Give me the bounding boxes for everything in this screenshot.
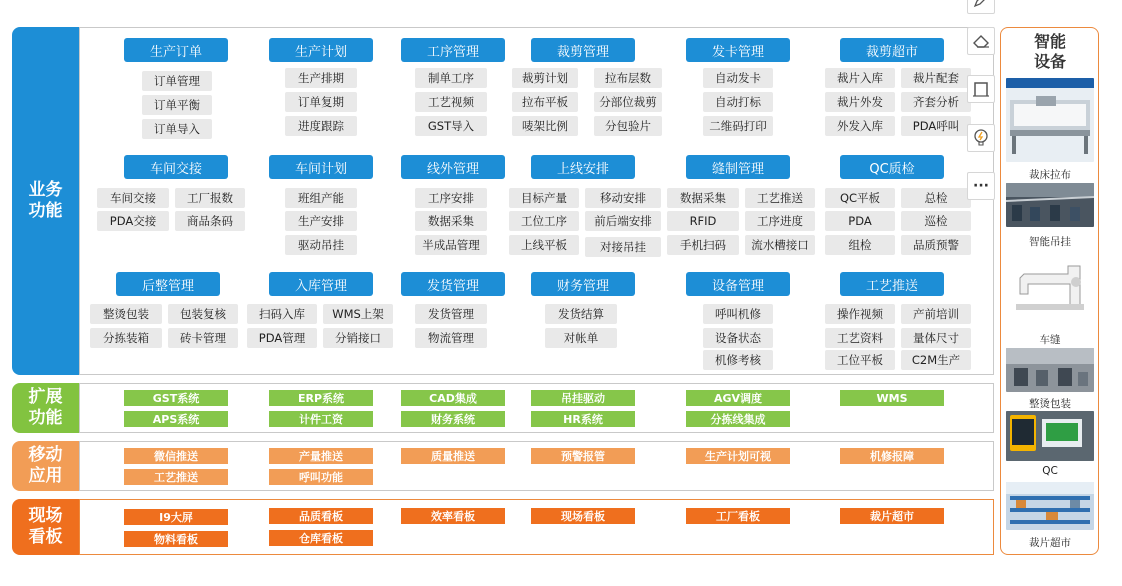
mobile-tag[interactable]: 预警报管 <box>531 448 635 464</box>
module-item[interactable]: 对接吊挂 <box>585 237 661 257</box>
module-item[interactable]: 进度跟踪 <box>285 116 357 136</box>
board-tag[interactable]: 工厂看板 <box>686 508 790 524</box>
module-item[interactable]: 上线平板 <box>509 235 579 255</box>
module-item[interactable]: 巡检 <box>901 211 971 231</box>
module-item[interactable]: 分销接口 <box>323 328 393 348</box>
module-item[interactable]: 齐套分析 <box>901 92 971 112</box>
module-item[interactable]: 订单管理 <box>142 71 212 91</box>
module-sewing-management[interactable]: 缝制管理 <box>686 155 790 179</box>
module-item[interactable]: 砖卡管理 <box>168 328 238 348</box>
device-caption: 裁床拉布 <box>1029 169 1071 181</box>
module-item[interactable]: 移动安排 <box>585 188 661 208</box>
board-tag[interactable]: 仓库看板 <box>269 530 373 546</box>
module-item[interactable]: PDA <box>825 211 895 231</box>
device-caption: 智能吊挂 <box>1029 236 1071 248</box>
module-shipping-management[interactable]: 发货管理 <box>401 272 505 296</box>
module-item[interactable]: 总检 <box>901 188 971 208</box>
device-image-sewing-machine <box>1006 250 1094 322</box>
mobile-tag[interactable]: 工艺推送 <box>124 469 228 485</box>
module-item[interactable]: 产前培训 <box>901 304 971 324</box>
device-image-cut-supermarket <box>1006 482 1094 530</box>
module-item[interactable]: 呼叫机修 <box>703 304 773 324</box>
module-item[interactable]: 流水槽接口 <box>745 235 815 255</box>
bulb-icon <box>971 128 991 148</box>
module-warehousing[interactable]: 入库管理 <box>269 272 373 296</box>
module-cutting-management[interactable]: 裁剪管理 <box>531 38 635 62</box>
device-image-cutting-machine <box>1006 78 1094 162</box>
module-production-plan[interactable]: 生产计划 <box>269 38 373 62</box>
module-cut-supermarket[interactable]: 裁剪超市 <box>840 38 944 62</box>
module-card-issue[interactable]: 发卡管理 <box>686 38 790 62</box>
module-item[interactable]: 工位工序 <box>509 211 579 231</box>
extension-tag[interactable]: GST系统 <box>124 390 228 406</box>
device-caption: QC <box>1042 465 1058 477</box>
device-image-ironing-packaging <box>1006 348 1094 392</box>
frame-icon <box>971 79 991 99</box>
mobile-tag[interactable]: 呼叫功能 <box>269 469 373 485</box>
module-workshop-plan[interactable]: 车间计划 <box>269 155 373 179</box>
extension-tag[interactable]: CAD集成 <box>401 390 505 406</box>
module-item[interactable]: 工艺视频 <box>415 92 487 112</box>
module-item[interactable]: 量体尺寸 <box>901 328 971 348</box>
module-item[interactable]: 裁片外发 <box>825 92 895 112</box>
mobile-tag[interactable]: 产量推送 <box>269 448 373 464</box>
mobile-tag[interactable]: 机修报障 <box>840 448 944 464</box>
frame-tool-button[interactable] <box>967 75 995 103</box>
module-item[interactable]: 前后端安排 <box>585 211 661 231</box>
module-item[interactable]: 目标产量 <box>509 188 579 208</box>
module-item[interactable]: PDA管理 <box>247 328 317 348</box>
module-item[interactable]: 商品条码 <box>175 211 245 231</box>
module-item[interactable]: 班组产能 <box>285 188 357 208</box>
module-item[interactable]: 订单平衡 <box>142 95 212 115</box>
extension-tag[interactable]: APS系统 <box>124 411 228 427</box>
mobile-section-label: 移动应用 <box>12 441 79 491</box>
module-finance-management[interactable]: 财务管理 <box>531 272 635 296</box>
module-item[interactable]: 订单复期 <box>285 92 357 112</box>
module-item[interactable]: 裁片入库 <box>825 68 895 88</box>
module-item[interactable]: 设备状态 <box>703 328 773 348</box>
board-tag[interactable]: 品质看板 <box>269 508 373 524</box>
module-item[interactable]: 物流管理 <box>415 328 487 348</box>
module-item[interactable]: 工艺推送 <box>745 188 815 208</box>
eraser-icon <box>971 31 991 51</box>
board-tag[interactable]: 效率看板 <box>401 508 505 524</box>
module-item[interactable]: 裁剪计划 <box>512 68 578 88</box>
extension-tag[interactable]: WMS <box>840 390 944 406</box>
module-item[interactable]: 分拣装箱 <box>90 328 162 348</box>
module-item[interactable]: GST导入 <box>415 116 487 136</box>
module-qc-inspection[interactable]: QC质检 <box>840 155 944 179</box>
device-caption: 整烫包装 <box>1029 398 1071 410</box>
module-item[interactable]: 分包验片 <box>594 116 662 136</box>
device-image-hanging-system <box>1006 183 1094 227</box>
module-item[interactable]: 车间交接 <box>97 188 169 208</box>
module-offline-management[interactable]: 线外管理 <box>401 155 505 179</box>
module-item[interactable]: 对帐单 <box>545 328 617 348</box>
module-item[interactable]: 驱动吊挂 <box>285 235 357 255</box>
module-item[interactable]: 组检 <box>825 235 895 255</box>
module-equipment-management[interactable]: 设备管理 <box>686 272 790 296</box>
more-button[interactable] <box>967 172 995 200</box>
mobile-tag[interactable]: 生产计划可视 <box>686 448 790 464</box>
module-item[interactable]: 外发入库 <box>825 116 895 136</box>
module-item[interactable]: RFID <box>667 211 739 231</box>
module-item[interactable]: 工厂报数 <box>175 188 245 208</box>
business-section-label: 业务功能 <box>12 27 79 375</box>
module-item[interactable]: 分部位裁剪 <box>594 92 662 112</box>
devices-title-text: 智能设备 <box>1033 32 1066 71</box>
device-caption: 裁片超市 <box>1029 537 1071 549</box>
module-item[interactable]: 数据采集 <box>415 211 487 231</box>
module-item[interactable]: 工位平板 <box>825 350 895 370</box>
extension-tag[interactable]: ERP系统 <box>269 390 373 406</box>
board-tag[interactable]: 物料看板 <box>124 531 228 547</box>
extension-tag[interactable]: 计件工资 <box>269 411 373 427</box>
pen-icon <box>972 0 990 9</box>
pen-tool-button[interactable] <box>967 0 995 14</box>
module-item[interactable]: 自动发卡 <box>703 68 773 88</box>
board-section-label: 现场看板 <box>12 499 79 555</box>
module-online-arrangement[interactable]: 上线安排 <box>531 155 635 179</box>
mobile-tag[interactable]: 质量推送 <box>401 448 505 464</box>
more-icon: ··· <box>973 178 989 194</box>
module-item[interactable]: 工序进度 <box>745 211 815 231</box>
module-item[interactable]: 机修考核 <box>703 350 773 370</box>
module-item[interactable]: 操作视频 <box>825 304 895 324</box>
module-item[interactable]: 拉布层数 <box>594 68 662 88</box>
module-item[interactable]: C2M生产 <box>901 350 971 370</box>
module-item[interactable]: 工艺资料 <box>825 328 895 348</box>
module-workshop-handover[interactable]: 车间交接 <box>124 155 228 179</box>
extension-tag[interactable]: 财务系统 <box>401 411 505 427</box>
module-item[interactable]: 手机扫码 <box>667 235 739 255</box>
devices-title <box>1015 32 1085 72</box>
module-item[interactable]: 订单导入 <box>142 119 212 139</box>
board-tag[interactable]: I9大屏 <box>124 509 228 525</box>
module-item[interactable]: 发货管理 <box>415 304 487 324</box>
device-image-qc <box>1006 411 1094 461</box>
board-tag[interactable]: 现场看板 <box>531 508 635 524</box>
module-item[interactable]: PDA交接 <box>97 211 169 231</box>
module-item[interactable]: 裁片配套 <box>901 68 971 88</box>
module-process-management[interactable]: 工序管理 <box>401 38 505 62</box>
module-item[interactable]: 数据采集 <box>667 188 739 208</box>
module-item[interactable]: WMS上架 <box>323 304 393 324</box>
extension-tag[interactable]: 吊挂驱动 <box>531 390 635 406</box>
device-caption: 车缝 <box>1039 334 1061 346</box>
board-tag[interactable]: 裁片超市 <box>840 508 944 524</box>
extension-tag[interactable]: 分拣线集成 <box>686 411 790 427</box>
module-item[interactable]: 生产安排 <box>285 211 357 231</box>
module-craft-push[interactable]: 工艺推送 <box>840 272 944 296</box>
module-item[interactable]: 品质预警 <box>901 235 971 255</box>
module-item[interactable]: 制单工序 <box>415 68 487 88</box>
mobile-tag[interactable]: 微信推送 <box>124 448 228 464</box>
module-item[interactable]: 包装复核 <box>168 304 238 324</box>
module-item[interactable]: 工序安排 <box>415 188 487 208</box>
module-item[interactable]: 二维码打印 <box>703 116 773 136</box>
module-item[interactable]: PDA呼叫 <box>901 116 971 136</box>
extension-tag[interactable]: AGV调度 <box>686 390 790 406</box>
module-production-order[interactable]: 生产订单 <box>124 38 228 62</box>
eraser-tool-button[interactable] <box>967 27 995 55</box>
module-item[interactable]: 拉布平板 <box>512 92 578 112</box>
idea-tool-button[interactable] <box>967 124 995 152</box>
module-finishing-management[interactable]: 后整管理 <box>116 272 220 296</box>
module-item[interactable]: 唛架比例 <box>512 116 578 136</box>
module-item[interactable]: 半成品管理 <box>415 235 487 255</box>
module-item[interactable]: QC平板 <box>825 188 895 208</box>
module-item[interactable]: 发货结算 <box>545 304 617 324</box>
module-item[interactable]: 整烫包装 <box>90 304 162 324</box>
module-item[interactable]: 扫码入库 <box>247 304 317 324</box>
module-item[interactable]: 生产排期 <box>285 68 357 88</box>
extension-section-label: 扩展功能 <box>12 383 79 433</box>
extension-tag[interactable]: HR系统 <box>531 411 635 427</box>
module-item[interactable]: 自动打标 <box>703 92 773 112</box>
